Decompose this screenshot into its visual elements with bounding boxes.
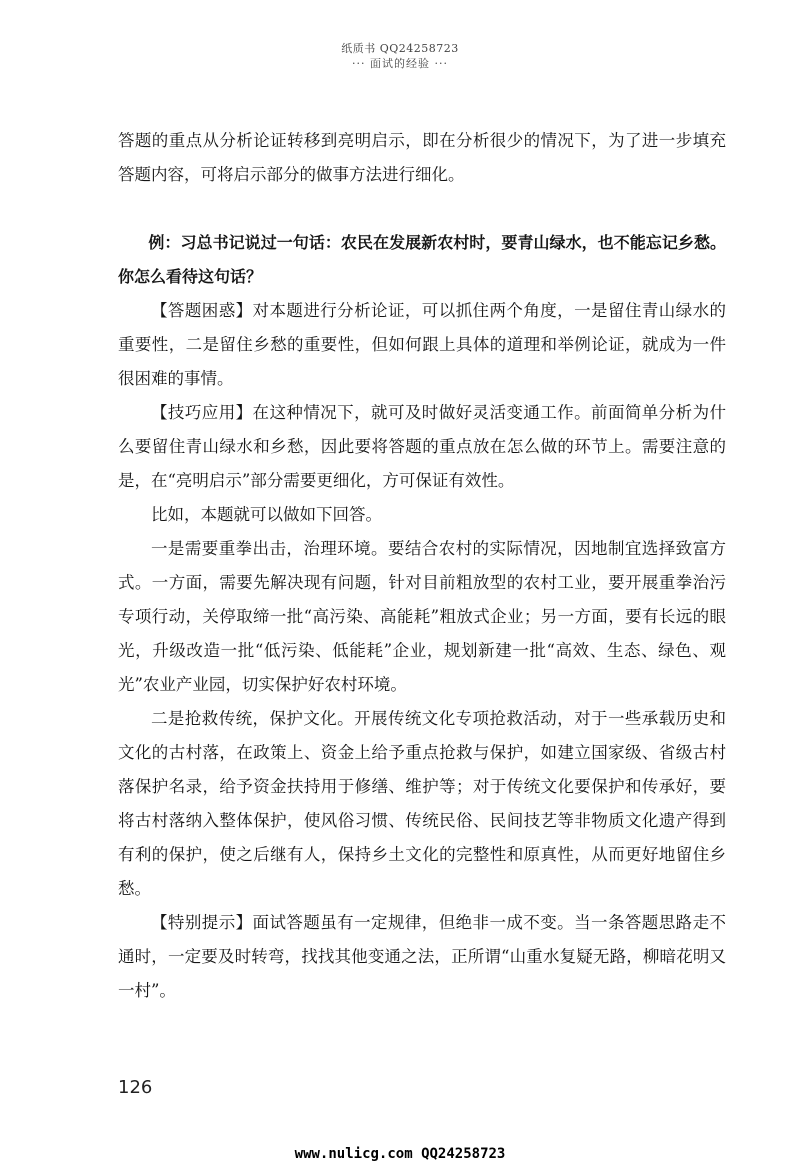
paragraph-special-note: 【特别提示】面试答题虽有一定规律，但绝非一成不变。当一条答题思路走不通时，一定要及时转弯，找找其他变通之法，正所谓“山重水复疑无路，柳暗花明又一村”。 [118,913,726,1000]
paragraph-point-one: 一是需要重拳出击，治理环境。要结合农村的实际情况，因地制宜选择致富方式。一方面，需要先解决现有问题，针对目前粗放型的农村工业，要开展重拳治污专项行动，关停取缔一批“高污染、高能耗”粗放式企业；另一方面，要有长远的眼光，升级改造一批“低污染、低能耗”企业，规划新建一批“高效、生态、绿色、观光”农业产业园，切实保护好农村环境。 [118,539,726,694]
paragraph-gap [118,192,726,226]
running-header-chapter-title: ··· 面试的经验 ··· [352,57,448,70]
paragraph-answer-confusion: 【答题困惑】对本题进行分析论证，可以抓住两个角度，一是留住青山绿水的重要性，二是留住乡愁的重要性，但如何跟上具体的道理和举例论证，就成为一件很困难的事情。 [118,301,726,388]
paragraph-technique-application: 【技巧应用】在这种情况下，就可及时做好灵活变通工作。前面简单分析为什么要留住青山绿水和乡愁，因此要将答题的重点放在怎么做的环节上。需要注意的是，在“亮明启示”部分需要更细化，方可保证有效性。 [118,403,726,490]
paragraph-point-two: 二是抢救传统，保护文化。开展传统文化专项抢救活动，对于一些承载历史和文化的古村落，在政策上、资金上给予重点抢救与保护，如建立国家级、省级古村落保护名录，给予资金扶持用于修缮、维护等；对于传统文化要保护和传承好，要将古村落纳入整体保护，使风俗习惯、传统民俗、民间技艺等非物质文化遗产得到有利的保护，使之后继有人，保持乡土文化的完整性和原真性，从而更好地留住乡愁。 [118,709,726,898]
footer-watermark-text: www.nulicg.com QQ24258723 [294,1146,506,1162]
paragraph-intro: 答题的重点从分析论证转移到亮明启示，即在分析很少的情况下，为了进一步填充答题内容，可将启示部分的做事方法进行细化。 [118,131,726,184]
paragraph-example-intro: 比如，本题就可以做如下回答。 [151,505,382,524]
page-number: 126 [118,1077,153,1098]
example-question: 例：习总书记说过一句话：农民在发展新农村时，要青山绿水，也不能忘记乡愁。你怎么看待这句话？ [118,233,726,286]
running-header-book-label: 纸质书 QQ24258723 [341,42,459,55]
page-body [118,124,726,1008]
